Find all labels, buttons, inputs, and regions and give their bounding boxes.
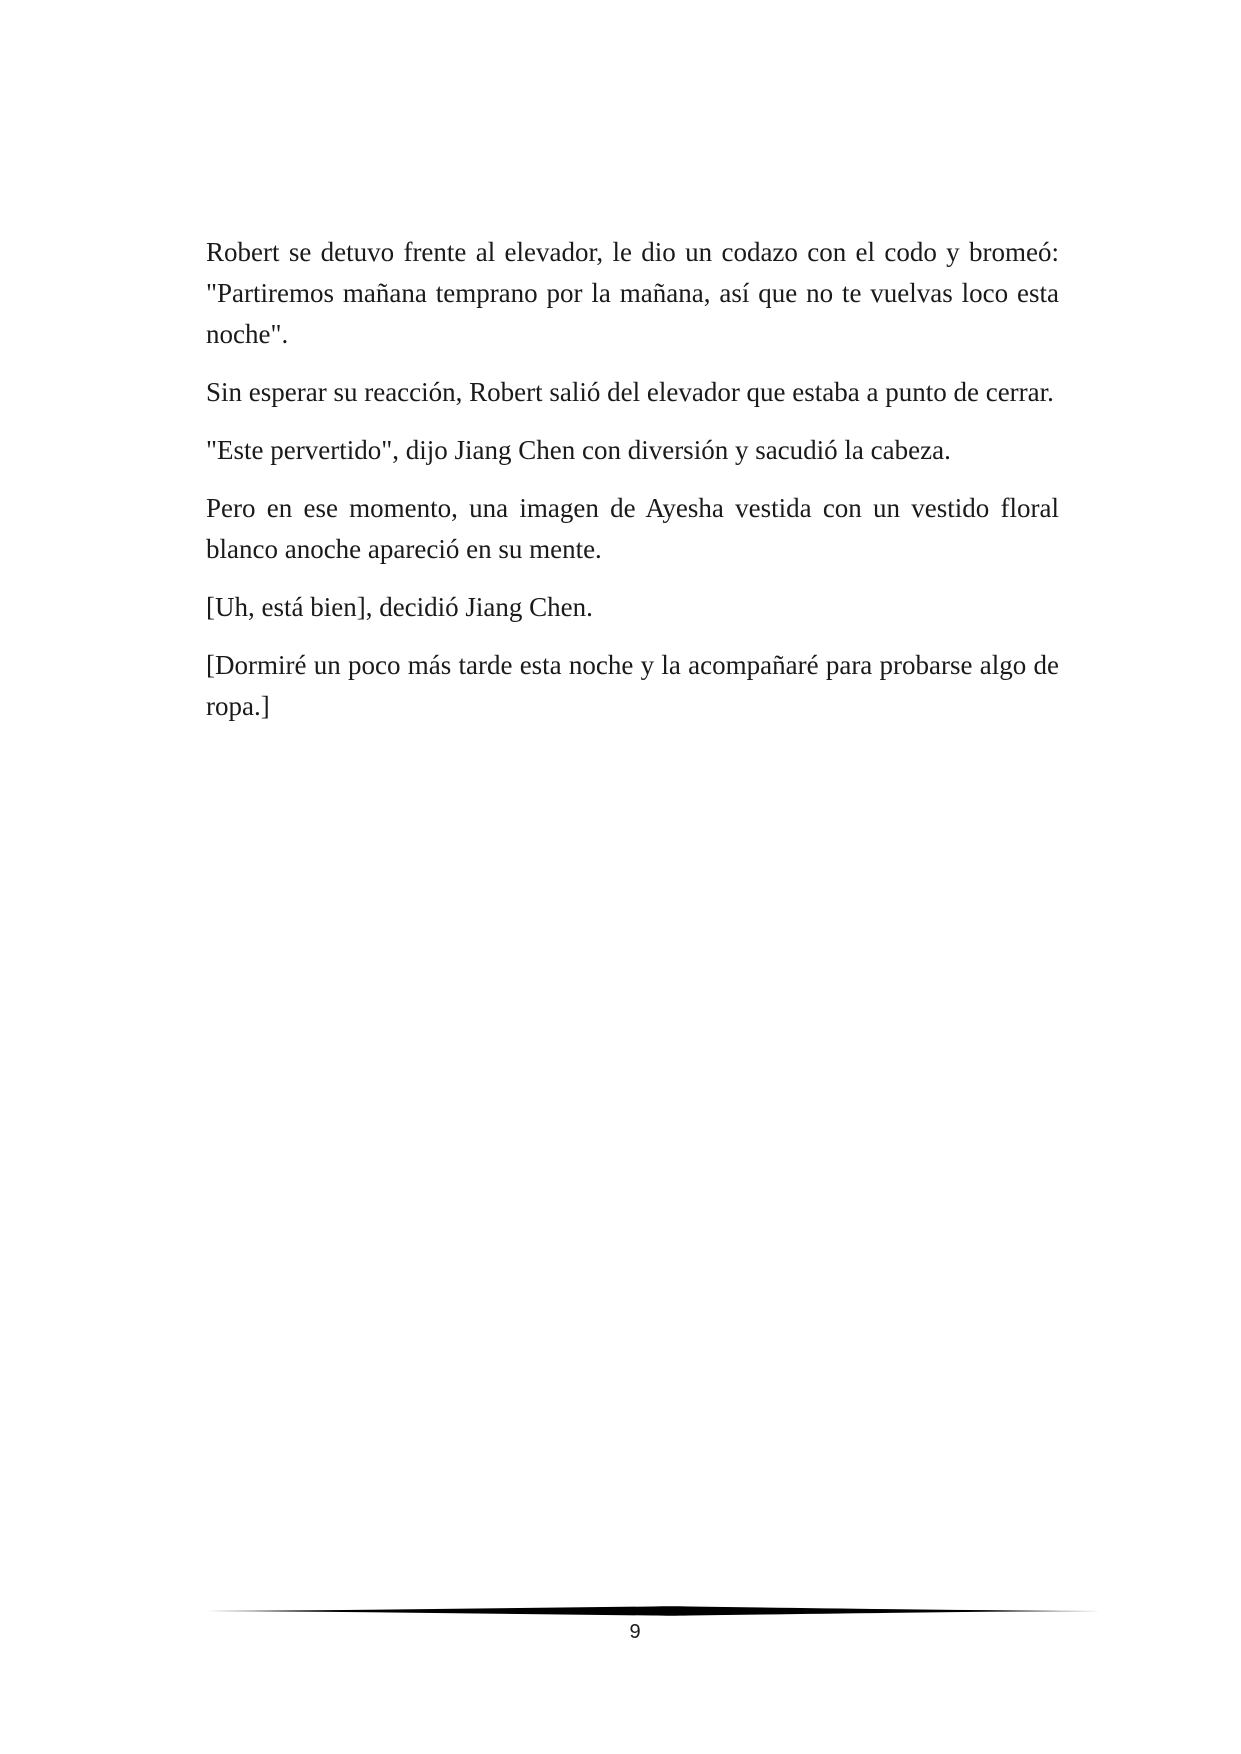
page-number: 9 [629, 1621, 641, 1643]
paragraph-2: Sin esperar su reacción, Robert salió del elevador que estaba a punto de cerrar. [206, 377, 1054, 407]
body-text [206, 232, 1059, 744]
footer-divider [206, 1605, 1101, 1617]
paragraph-3: "Este pervertido", dijo Jiang Chen con diversión y sacudió la cabeza. [206, 435, 951, 465]
paragraph-1: Robert se detuvo frente al elevador, le dio un codazo con el codo y bromeó: "Partiremos mañana temprano por la mañana, así que no te vuelvas loco esta noche". [206, 237, 1059, 349]
paragraph-6: [Dormiré un poco más tarde esta noche y la acompañaré para probarse algo de ropa.] [206, 650, 1059, 721]
paragraph-4: Pero en ese momento, una imagen de Ayesha vestida con un vestido floral blanco anoche apareció en su mente. [206, 493, 1059, 564]
paragraph-5: [Uh, está bien], decidió Jiang Chen. [206, 592, 593, 622]
